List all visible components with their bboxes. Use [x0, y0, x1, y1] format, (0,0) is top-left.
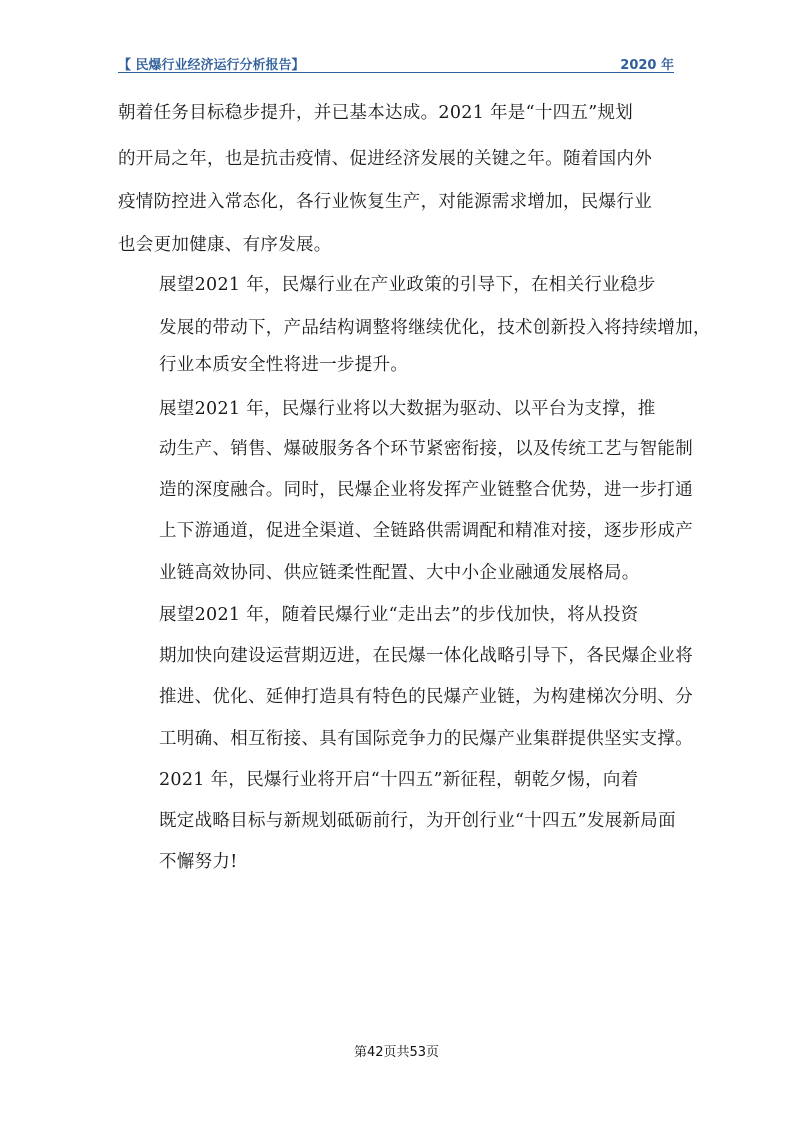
- body-line: 工明确、相互衔接、具有国际竞争力的民爆产业集群提供坚实支撑。: [159, 729, 693, 749]
- body-line: 既定战略目标与新规划砥砺前行，为开创行业“十四五”发展新局面: [159, 811, 676, 831]
- body-line: 不懈努力!: [159, 852, 238, 872]
- header-divider: [118, 72, 674, 73]
- body-line: 朝着任务目标稳步提升，并已基本达成。2021 年是“十四五”规划: [118, 103, 634, 123]
- body-line: 上下游通道，促进全渠道、全链路供需调配和精准对接，逐步形成产: [159, 521, 693, 541]
- body-line: 展望2021 年，民爆行业在产业政策的引导下，在相关行业稳步: [159, 275, 656, 295]
- body-line: 展望2021 年，民爆行业将以大数据为驱动、以平台为支撑，推: [159, 399, 656, 419]
- body-line: 疫情防控进入常态化，各行业恢复生产，对能源需求增加，民爆行业: [118, 192, 652, 212]
- body-line: 业链高效协同、供应链柔性配置、大中小企业融通发展格局。: [159, 563, 640, 583]
- body-line: 行业本质安全性将进一步提升。: [159, 355, 409, 375]
- body-line: 也会更加健康、有序发展。: [118, 235, 332, 255]
- page-number: 第42页共53页: [353, 1045, 440, 1060]
- body-line: 造的深度融合。同时，民爆企业将发挥产业链整合优势，进一步打通: [159, 480, 693, 500]
- body-line: 推进、优化、延伸打造具有特色的民爆产业链，为构建梯次分明、分: [159, 687, 693, 707]
- report-title: 【 民爆行业经济运行分析报告】: [118, 58, 305, 73]
- page-header: [118, 50, 674, 72]
- body-line: 的开局之年，也是抗击疫情、促进经济发展的关键之年。随着国内外: [118, 149, 652, 169]
- body-line: 期加快向建设运营期迈进，在民爆一体化战略引导下，各民爆企业将: [159, 646, 693, 666]
- report-year: 2020 年: [620, 58, 674, 73]
- body-line: 2021 年，民爆行业将开启“十四五”新征程，朝乾夕惕，向着: [159, 770, 639, 790]
- body-line: 动生产、销售、爆破服务各个环节紧密衔接，以及传统工艺与智能制: [159, 439, 693, 459]
- body-line: 发展的带动下，产品结构调整将继续优化，技术创新投入将持续增加，: [159, 318, 711, 338]
- body-line: 展望2021 年，随着民爆行业“走出去”的步伐加快，将从投资: [159, 605, 639, 625]
